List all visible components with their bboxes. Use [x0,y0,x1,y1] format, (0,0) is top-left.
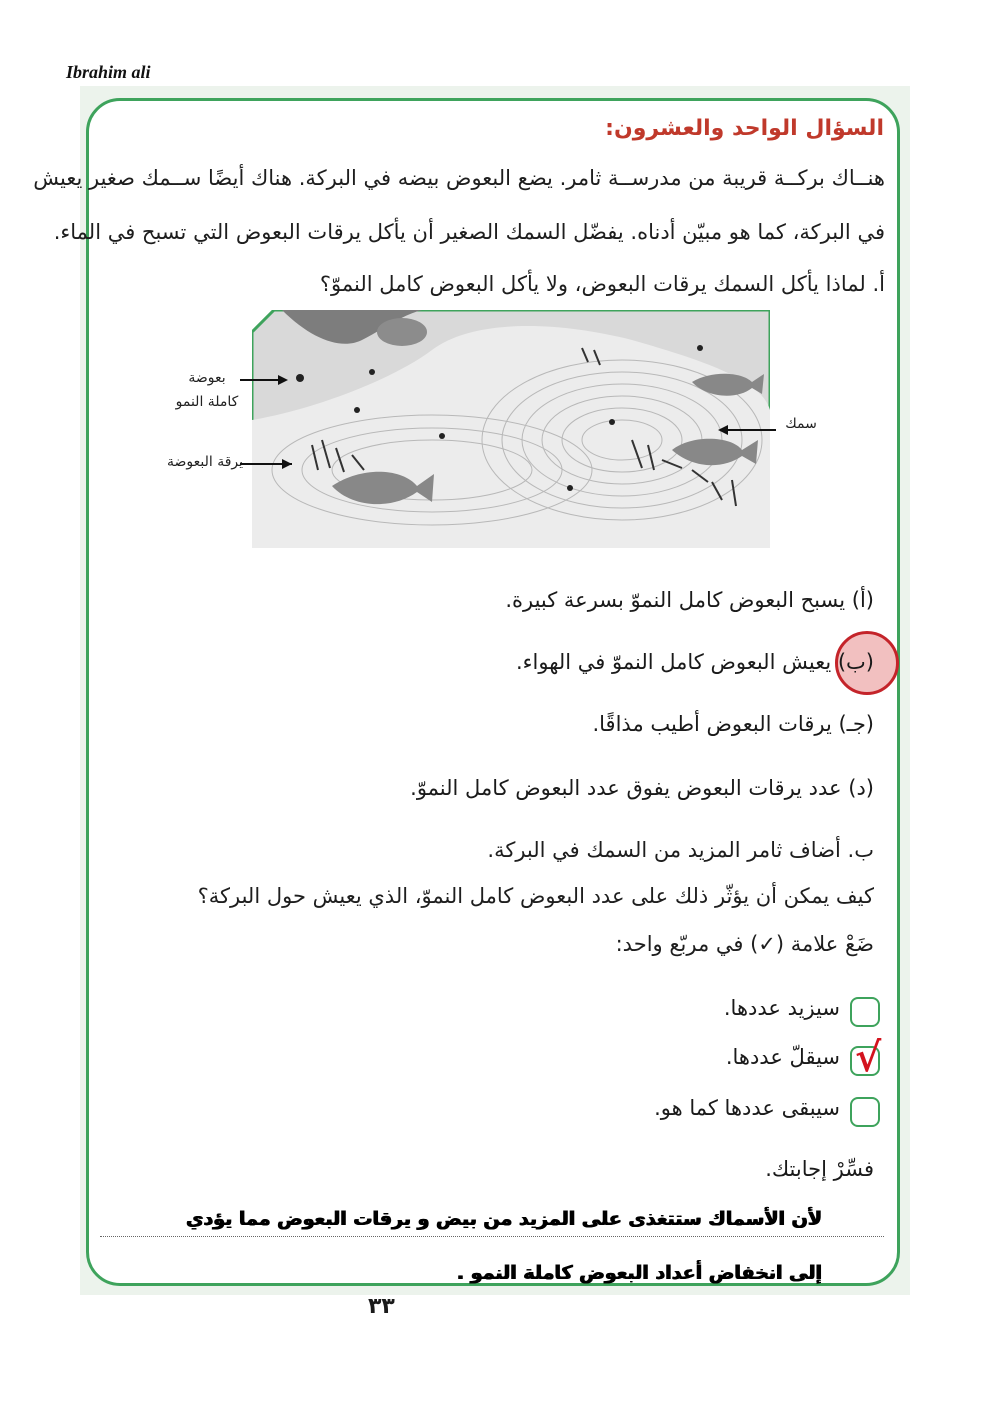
question-line-1: هنــاك بركــة قريبة من مدرســة ثامر. يضع البعوض بيضه في البركة. هناك أيضًا ســمك صغير يعيش [33,166,885,190]
label-fish: سمك [785,416,817,432]
choice-increase-label: سيزيد عددها. [723,996,840,1020]
choice-decrease-label: سيقلّ عددها. [725,1045,840,1069]
checkbox-same[interactable] [850,1097,880,1127]
part-b-line-1: ب. أضاف ثامر المزيد من السمك في البركة. [487,838,874,862]
choice-same-label: سيبقى عددها كما هو. [654,1096,840,1120]
pointer-arrow-fish [716,420,778,440]
pond-illustration [252,310,770,548]
option-a: (أ) يسبح البعوض كامل النموّ بسرعة كبيرة. [505,588,874,612]
question-line-2: في البركة، كما هو مبيّن أدناه. يفضّل السمك الصغير أن يأكل يرقات البعوض التي تسبح في الماء. [53,220,885,244]
page-number: ٣٣ [368,1294,395,1319]
label-larva: يرقة البعوضة [166,454,244,470]
answer-line-2: إلى انخفاض أعداد البعوض كاملة النمو . [456,1262,822,1284]
question-title: السؤال الواحد والعشرون: [605,116,884,141]
answer-dotted-line [100,1236,884,1237]
answer-line-1: لأن الأسماك ستتغذى على المزيد من بيض و يرقات البعوض مما يؤدي [186,1208,822,1230]
option-d: (د) عدد يرقات البعوض يفوق عدد البعوض كامل النموّ. [410,776,874,800]
part-b-line-2: كيف يمكن أن يؤثّر ذلك على عدد البعوض كامل النموّ، الذي يعيش حول البركة؟ [197,884,874,908]
label-adult-mosquito-line1: بعوضة [188,370,226,386]
author-name: Ibrahim ali [66,62,151,82]
part-b-line-3: ضَعْ علامة (✓) في مربّع واحد: [615,932,874,956]
explain-prompt: فسِّرْ إجابتك. [765,1157,874,1181]
checkbox-increase[interactable] [850,997,880,1027]
question-line-3: أ. لماذا يأكل السمك يرقات البعوض، ولا يأكل البعوض كامل النموّ؟ [319,272,885,296]
option-c: (جـ) يرقات البعوض أطيب مذاقًا. [592,712,874,736]
pointer-arrows-left [232,370,292,480]
label-adult-mosquito-line2: كاملة النمو [175,394,239,410]
option-b: (ب) يعيش البعوض كامل النموّ في الهواء. [515,650,874,674]
check-mark-icon: √ [855,1034,882,1081]
